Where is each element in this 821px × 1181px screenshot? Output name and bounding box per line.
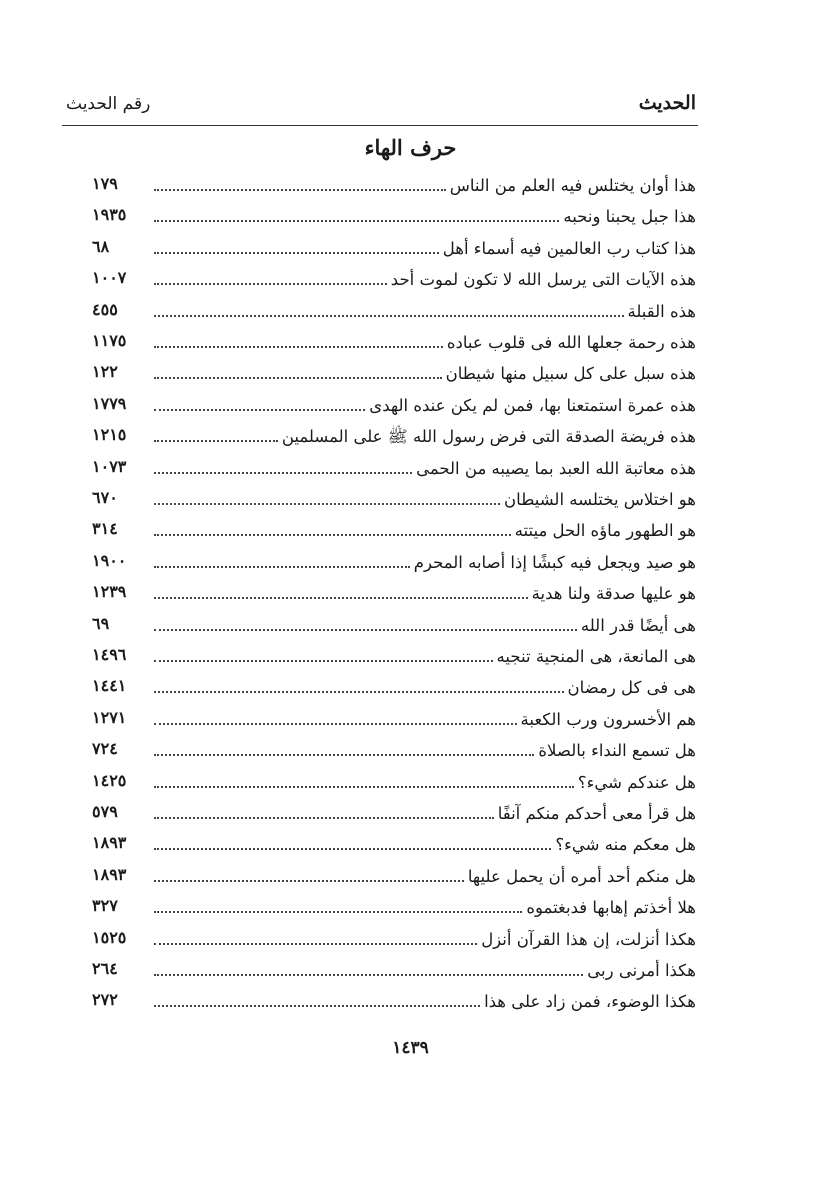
index-entry bbox=[92, 986, 696, 1017]
hadith-text: هى فى كل رمضان bbox=[567, 678, 696, 698]
dot-leader bbox=[154, 786, 574, 788]
hadith-number: ١٠٠٧ bbox=[92, 268, 127, 288]
index-entry bbox=[92, 704, 696, 735]
dot-leader bbox=[154, 346, 443, 348]
hadith-number: ٧٢٤ bbox=[92, 739, 118, 759]
hadith-number: ٤٥٥ bbox=[92, 299, 118, 319]
hadith-number: ٢٧٢ bbox=[92, 990, 118, 1010]
index-entry bbox=[92, 484, 696, 515]
hadith-number: ٦٧٠ bbox=[92, 488, 118, 507]
hadith-text: هذه فريضة الصدقة التى فرض رسول الله ﷺ على المسلمين bbox=[281, 427, 696, 447]
header-hadith-label: الحديث bbox=[638, 92, 696, 114]
hadith-number: ١٠٧٣ bbox=[92, 456, 127, 476]
hadith-text: هى المانعة، هى المنجية تنجيه bbox=[496, 647, 696, 666]
hadith-number: ١١٧٥ bbox=[92, 331, 127, 350]
entry-line bbox=[154, 266, 696, 292]
entry-line bbox=[154, 455, 696, 481]
header-hadith-number-label: رقم الحديث bbox=[66, 94, 151, 114]
page-number: ١٤٣٩ bbox=[392, 1038, 429, 1058]
dot-leader bbox=[154, 911, 522, 913]
hadith-number: ٦٨ bbox=[92, 236, 110, 256]
entry-line bbox=[154, 926, 696, 952]
index-entry bbox=[92, 924, 696, 955]
dot-leader bbox=[154, 566, 410, 568]
dot-leader bbox=[154, 220, 559, 222]
hadith-number: ١٩٠٠ bbox=[92, 550, 127, 570]
hadith-text: هذا جبل يحبنا ونحبه bbox=[563, 207, 696, 227]
index-entry bbox=[92, 829, 696, 860]
index-entry bbox=[92, 453, 696, 484]
index-entry bbox=[92, 955, 696, 986]
hadith-text: هذه معاتبة الله العبد بما يصيبه من الحمى bbox=[416, 458, 696, 478]
index-entry bbox=[92, 798, 696, 829]
dot-leader bbox=[154, 754, 534, 756]
entry-line bbox=[154, 360, 696, 386]
dot-leader bbox=[154, 283, 387, 285]
dot-leader bbox=[154, 252, 439, 254]
index-entry bbox=[92, 233, 696, 264]
hadith-number: ١٢٧١ bbox=[92, 707, 127, 727]
index-entry bbox=[92, 892, 696, 923]
hadith-text: هذه القبلة bbox=[627, 301, 696, 321]
dot-leader bbox=[154, 597, 528, 599]
hadith-text: هو اختلاس يختلسه الشيطان bbox=[504, 490, 696, 509]
index-entry bbox=[92, 735, 696, 766]
index-entry bbox=[92, 578, 696, 609]
hadith-text: هكذا أنزلت، إن هذا القرآن أنزل bbox=[481, 929, 696, 949]
hadith-number: ١٢٣٩ bbox=[92, 582, 127, 602]
entry-line bbox=[154, 863, 696, 889]
index-entry bbox=[92, 767, 696, 798]
page-header bbox=[66, 92, 696, 122]
index-entry bbox=[92, 390, 696, 421]
hadith-number: ٣٢٧ bbox=[92, 896, 118, 916]
hadith-text: هل تسمع النداء بالصلاة bbox=[538, 741, 696, 761]
hadith-text: هذه سبل على كل سبيل منها شيطان bbox=[445, 364, 696, 384]
hadith-number: ١٧٧٩ bbox=[92, 393, 127, 413]
hadith-number: ١٢٢ bbox=[92, 362, 118, 382]
dot-leader bbox=[154, 691, 564, 693]
hadith-number: ٥٧٩ bbox=[92, 802, 118, 821]
entry-line bbox=[154, 172, 696, 198]
hadith-text: هكذا أمرنى ربى bbox=[587, 961, 696, 980]
hadith-number: ١٩٣٥ bbox=[92, 205, 127, 225]
dot-leader bbox=[154, 503, 500, 505]
entry-line bbox=[154, 423, 696, 449]
hadith-number: ١٥٢٥ bbox=[92, 927, 127, 947]
hadith-text: هذا كتاب رب العالمين فيه أسماء أهل bbox=[442, 238, 696, 258]
entry-line bbox=[154, 612, 696, 638]
entry-line bbox=[154, 831, 696, 857]
hadith-text: هذا أوان يختلس فيه العلم من الناس bbox=[449, 176, 696, 195]
index-entry bbox=[92, 296, 696, 327]
entry-line bbox=[154, 737, 696, 763]
hadith-number: ٢٦٤ bbox=[92, 959, 118, 978]
dot-leader bbox=[154, 409, 365, 411]
index-entry bbox=[92, 201, 696, 232]
hadith-number: ١٨٩٣ bbox=[92, 833, 127, 853]
hadith-text: هو صيد ويجعل فيه كبشًا إذا أصابه المحرم bbox=[413, 552, 696, 572]
dot-leader bbox=[154, 440, 278, 442]
entry-line bbox=[154, 800, 696, 826]
index-entry bbox=[92, 672, 696, 703]
hadith-number: ١٤٢٥ bbox=[92, 770, 127, 790]
dot-leader bbox=[154, 660, 493, 662]
dot-leader bbox=[154, 1005, 480, 1007]
index-entry bbox=[92, 641, 696, 672]
entry-line bbox=[154, 957, 696, 983]
hadith-text: هذه رحمة جعلها الله فى قلوب عباده bbox=[446, 333, 696, 352]
dot-leader bbox=[154, 880, 464, 882]
dot-leader bbox=[154, 189, 446, 191]
hadith-number: ١٢١٥ bbox=[92, 425, 127, 445]
hadith-number: ٦٩ bbox=[92, 613, 110, 633]
index-entry bbox=[92, 327, 696, 358]
hadith-number: ٣١٤ bbox=[92, 519, 118, 539]
hadith-number: ١٤٤١ bbox=[92, 676, 127, 696]
hadith-text: هو عليها صدقة ولنا هدية bbox=[531, 584, 696, 604]
hadith-text: هذه عمرة استمتعنا بها، فمن لم يكن عنده الهدى bbox=[369, 395, 696, 415]
entry-line bbox=[154, 203, 696, 229]
entry-line bbox=[154, 706, 696, 732]
entry-line bbox=[154, 329, 696, 355]
hadith-text: هو الطهور ماؤه الحل ميتته bbox=[514, 521, 696, 541]
dot-leader bbox=[154, 974, 583, 976]
index-entry bbox=[92, 515, 696, 546]
dot-leader bbox=[154, 315, 624, 317]
hadith-text: هل منكم أحد أمره أن يحمل عليها bbox=[467, 866, 696, 886]
entry-line bbox=[154, 298, 696, 324]
dot-leader bbox=[154, 848, 551, 850]
hadith-number: ١٧٩ bbox=[92, 174, 118, 193]
hadith-text: هل معكم منه شيء؟ bbox=[555, 835, 696, 855]
hadith-text: هم الأخسرون ورب الكعبة bbox=[520, 709, 696, 729]
entry-line bbox=[154, 580, 696, 606]
dot-leader bbox=[154, 943, 477, 945]
entry-line bbox=[154, 517, 696, 543]
dot-leader bbox=[154, 472, 412, 474]
hadith-number: ١٨٩٣ bbox=[92, 864, 127, 884]
index-entry bbox=[92, 610, 696, 641]
index-entry bbox=[92, 421, 696, 452]
dot-leader bbox=[154, 534, 511, 536]
hadith-number: ١٤٩٦ bbox=[92, 645, 127, 664]
index-entry bbox=[92, 264, 696, 295]
index-entry bbox=[92, 358, 696, 389]
entry-line bbox=[154, 988, 696, 1014]
section-title: حرف الهاء bbox=[364, 135, 457, 160]
header-divider bbox=[62, 125, 698, 126]
dot-leader bbox=[154, 817, 494, 819]
entry-line bbox=[154, 549, 696, 575]
hadith-text: هلا أخذتم إهابها فدبغتموه bbox=[526, 898, 696, 918]
entry-line bbox=[154, 769, 696, 795]
entry-line bbox=[154, 894, 696, 920]
hadith-text: هل عندكم شيء؟ bbox=[577, 772, 696, 792]
hadith-text: هذه الآيات التى يرسل الله لا تكون لموت أحد bbox=[390, 270, 696, 290]
index-entry bbox=[92, 861, 696, 892]
entry-line bbox=[154, 643, 696, 669]
hadith-text: هى أيضًا قدر الله bbox=[580, 615, 696, 635]
dot-leader bbox=[154, 629, 577, 631]
entry-line bbox=[154, 392, 696, 418]
entry-line bbox=[154, 674, 696, 700]
index-entry bbox=[92, 547, 696, 578]
dot-leader bbox=[154, 723, 517, 725]
index-entry bbox=[92, 170, 696, 201]
dot-leader bbox=[154, 377, 442, 379]
entry-line bbox=[154, 486, 696, 512]
entry-line bbox=[154, 235, 696, 261]
hadith-text: هكذا الوضوء، فمن زاد على هذا bbox=[484, 992, 696, 1012]
hadith-text: هل قرأ معى أحدكم منكم آنفًا bbox=[497, 804, 696, 823]
